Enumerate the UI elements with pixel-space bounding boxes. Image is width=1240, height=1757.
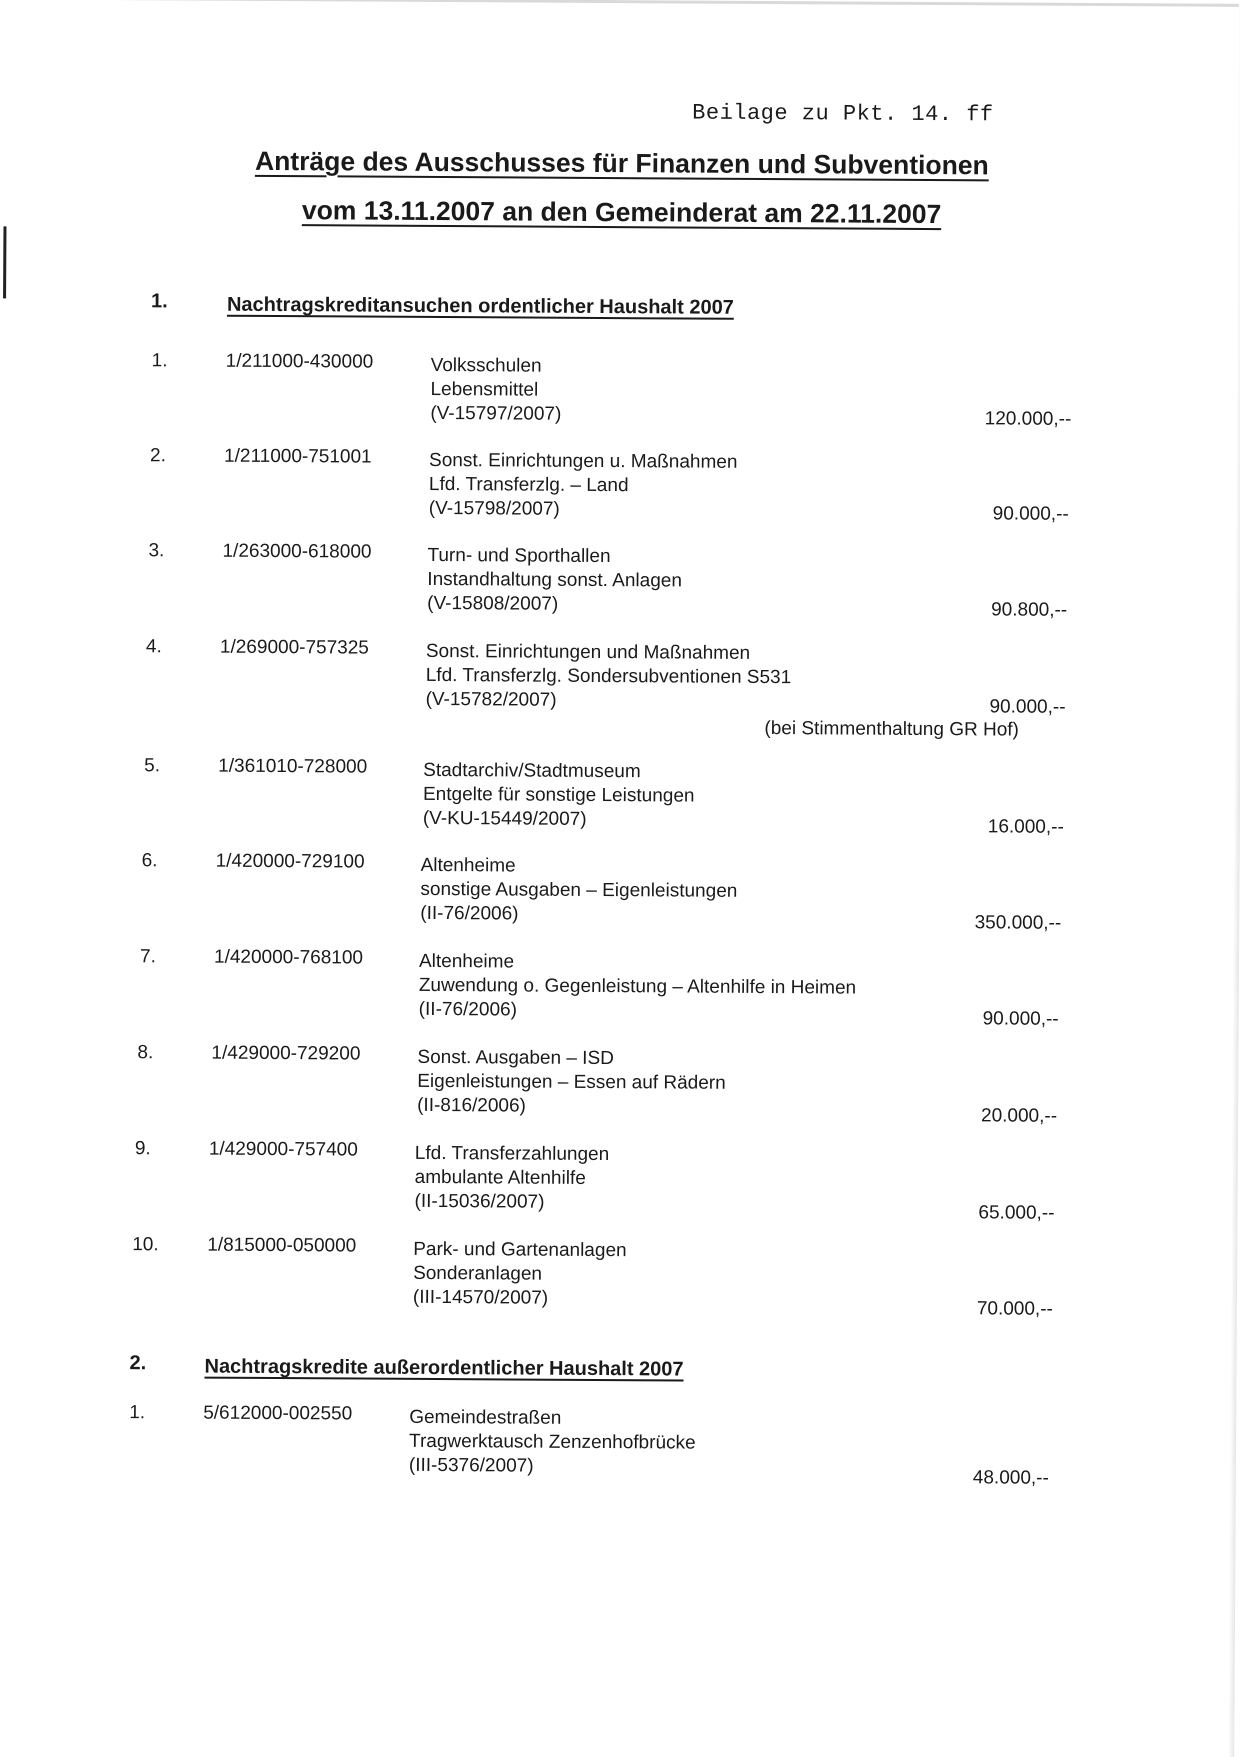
account-number: 1/269000-757325 bbox=[219, 636, 369, 659]
item-description bbox=[419, 950, 857, 1025]
reference: (V-15797/2007) bbox=[430, 402, 562, 425]
reference: (V-15808/2007) bbox=[427, 592, 559, 615]
amount: 16.000,-- bbox=[987, 816, 1064, 838]
list-item bbox=[0, 1040, 1238, 1140]
item-number: 6. bbox=[141, 850, 158, 872]
description-line-2: ambulante Altenhilfe bbox=[414, 1166, 586, 1189]
description-line-2: Lebensmittel bbox=[430, 378, 539, 401]
amount: 90.000,-- bbox=[982, 1008, 1059, 1030]
reference: (II-816/2006) bbox=[417, 1094, 526, 1117]
amount: 90.000,-- bbox=[992, 503, 1069, 525]
account-number: 5/612000-002550 bbox=[203, 1402, 353, 1425]
description-line-2: Sonderanlagen bbox=[413, 1262, 543, 1285]
item-description bbox=[417, 1046, 726, 1120]
list-item bbox=[0, 753, 1240, 853]
list-item bbox=[0, 1400, 1236, 1500]
reference: (II-76/2006) bbox=[420, 902, 519, 925]
item-number: 2. bbox=[150, 445, 167, 467]
item-description bbox=[426, 640, 792, 714]
description-line-2: Eigenleistungen – Essen auf Rädern bbox=[417, 1070, 726, 1094]
section-1-number: 1. bbox=[150, 290, 168, 313]
list-item bbox=[1, 538, 1240, 638]
item-number: 5. bbox=[144, 755, 161, 777]
account-number: 1/420000-768100 bbox=[213, 946, 364, 969]
description-line-2: Entgelte für sonstige Leistungen bbox=[422, 783, 695, 807]
list-item bbox=[0, 944, 1239, 1044]
reference: (II-15036/2007) bbox=[414, 1190, 545, 1213]
item-number: 1. bbox=[129, 1402, 146, 1424]
item-number: 3. bbox=[148, 540, 165, 562]
item-number: 7. bbox=[139, 946, 156, 968]
account-number: 1/420000-729100 bbox=[215, 850, 365, 873]
description-line-2: Tragwerktausch Zenzenhofbrücke bbox=[409, 1430, 696, 1454]
item-description bbox=[429, 449, 738, 523]
description-line-1: Turn- und Sporthallen bbox=[427, 544, 611, 568]
item-description bbox=[423, 759, 695, 833]
reference: (V-15782/2007) bbox=[425, 688, 557, 711]
description-line-1: Sonst. Ausgaben – ISD bbox=[417, 1046, 614, 1070]
list-item bbox=[0, 1232, 1237, 1332]
description-line-1: Stadtarchiv/Stadtmuseum bbox=[423, 759, 641, 783]
account-number: 1/429000-757400 bbox=[208, 1138, 358, 1161]
list-item bbox=[0, 1136, 1238, 1236]
account-number: 1/429000-729200 bbox=[211, 1042, 361, 1065]
scan-top-edge bbox=[5, 0, 1240, 7]
list-item bbox=[0, 634, 1240, 734]
vote-note: (bei Stimmenthaltung GR Hof) bbox=[764, 718, 1019, 741]
item-number: 1. bbox=[151, 350, 168, 372]
scan-left-mark bbox=[3, 226, 6, 298]
description-line-2: Instandhaltung sonst. Anlagen bbox=[427, 568, 682, 592]
list-item bbox=[2, 348, 1240, 448]
item-number: 4. bbox=[145, 636, 162, 658]
reference: (II-76/2006) bbox=[418, 998, 518, 1021]
reference: (III-14570/2007) bbox=[412, 1286, 549, 1309]
item-number: 9. bbox=[134, 1138, 151, 1160]
item-description bbox=[420, 854, 737, 928]
account-number: 1/361010-728000 bbox=[218, 755, 368, 778]
amount: 120.000,-- bbox=[984, 408, 1072, 430]
account-number: 1/815000-050000 bbox=[207, 1234, 357, 1257]
section-1-title: Nachtragskreditansuchen ordentlicher Haushalt 2007 bbox=[226, 293, 734, 319]
section-2-title: Nachtragskredite außerordentlicher Haushalt 2007 bbox=[204, 1355, 684, 1381]
description-line-1: Gemeindestraßen bbox=[409, 1406, 562, 1429]
amount: 70.000,-- bbox=[976, 1298, 1053, 1320]
account-number: 1/263000-618000 bbox=[222, 540, 372, 563]
amount: 90.800,-- bbox=[991, 599, 1068, 621]
item-number: 8. bbox=[137, 1042, 154, 1064]
description-line-2: Lfd. Transferzlg. Sondersubventionen S531 bbox=[425, 664, 792, 689]
description-line-1: Lfd. Transferzahlungen bbox=[414, 1142, 610, 1166]
attachment-label: Beilage zu Pkt. 14. ff bbox=[692, 100, 994, 128]
item-description bbox=[409, 1406, 696, 1480]
description-line-1: Sonst. Einrichtungen u. Maßnahmen bbox=[429, 449, 738, 473]
amount: 350.000,-- bbox=[974, 912, 1062, 934]
section-2-number: 2. bbox=[129, 1352, 147, 1375]
description-line-2: sonstige Ausgaben – Eigenleistungen bbox=[420, 878, 738, 902]
item-description bbox=[414, 1142, 609, 1215]
description-line-1: Altenheime bbox=[420, 854, 516, 877]
list-item bbox=[0, 848, 1240, 948]
reference: (III-5376/2007) bbox=[408, 1454, 534, 1477]
document-title-line-2: vom 13.11.2007 an den Gemeinderat am 22.11.2007 bbox=[301, 195, 942, 230]
description-line-1: Sonst. Einrichtungen und Maßnahmen bbox=[425, 640, 751, 664]
account-number: 1/211000-430000 bbox=[225, 350, 374, 373]
amount: 65.000,-- bbox=[978, 1202, 1055, 1224]
description-line-1: Volksschulen bbox=[430, 354, 542, 377]
amount: 48.000,-- bbox=[972, 1467, 1049, 1489]
amount: 90.000,-- bbox=[989, 696, 1066, 718]
item-description bbox=[430, 354, 561, 427]
reference: (V-15798/2007) bbox=[428, 497, 560, 520]
item-description bbox=[427, 544, 682, 618]
item-number: 10. bbox=[132, 1234, 159, 1256]
description-line-2: Lfd. Transferzlg. – Land bbox=[428, 473, 629, 497]
reference: (V-KU-15449/2007) bbox=[422, 807, 587, 830]
description-line-2: Zuwendung o. Gegenleistung – Altenhilfe in Heimen bbox=[418, 974, 857, 999]
account-number: 1/211000-751001 bbox=[224, 445, 372, 468]
item-description bbox=[413, 1238, 627, 1311]
amount: 20.000,-- bbox=[980, 1105, 1058, 1127]
description-line-1: Park- und Gartenanlagen bbox=[413, 1238, 627, 1262]
list-item bbox=[2, 443, 1240, 543]
document-title-line-1: Anträge des Ausschusses für Finanzen und Subventionen bbox=[254, 145, 989, 181]
description-line-1: Altenheime bbox=[418, 950, 515, 973]
